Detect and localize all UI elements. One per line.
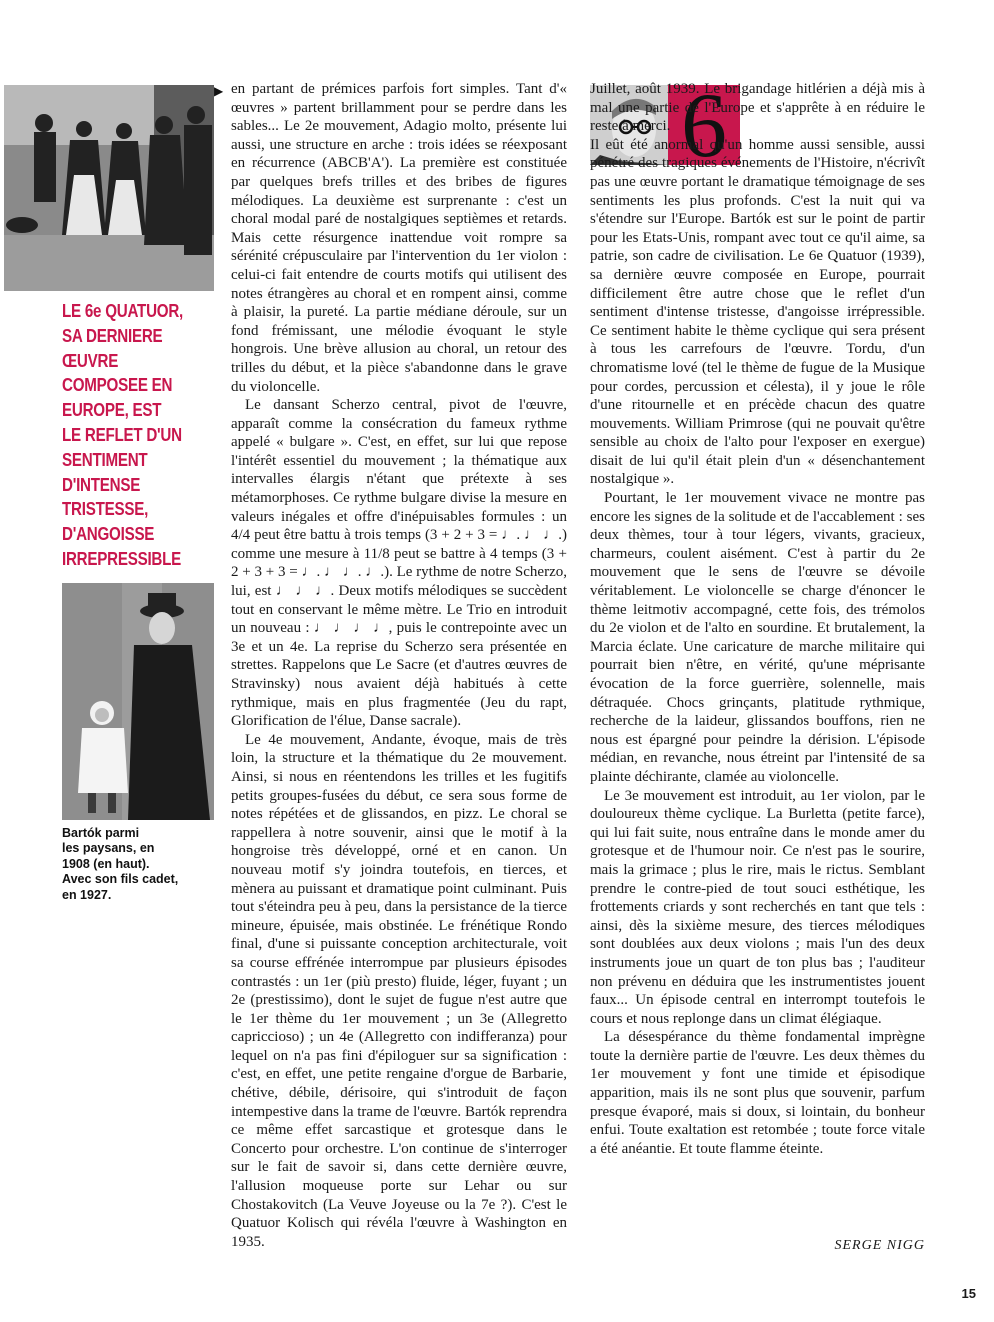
pull-quote-line: SA DERNIERE — [62, 324, 163, 346]
paragraph: Il eût été anormal qu'un homme aussi sensible, aussi pénétré des tragiques événements de l'Histoire, n'écrivît pas une œuvre portant le dramatique témoignage de ses sentiments les plus profonds. C'est la nuit qui va s'étendre sur l'Europe. Bartók est sur le point de partir pour les Etats-Unis, rompant avec tout ce qu'il aime, sa patrie, son cadre de civilisation. Le 6e Quatuor (1939), sa dernière œuvre composée en Europe, pourrait difficilement être autre chose que le reflet d'un sentiment d'intense tristesse, d'angoisse irrépressible. Ce sentiment habite le thème cyclique qui sera présent à tous les carrefours de l'œuvre. Tordu, d'un chromatisme lové (tel le thème de fugue de la Musique pour cordes, percussion et célesta), il y joue le rôle d'une ritournelle et en précède chacun des quatre mouvements. William Primrose (qui ne pouvait qu'être sensible au choix de l'alto pour l'exposer en exergue) disait de lui qu'il était plein d'un « désenchantement nostalgique ». — [590, 136, 925, 488]
page-number: 15 — [961, 1286, 976, 1301]
continuation-arrow-icon: ▶ — [214, 84, 224, 98]
pull-quote-line: LE 6e QUATUOR, — [62, 300, 184, 321]
article-column-middle — [231, 80, 567, 1251]
author-signature: SERGE NIGG — [834, 1238, 925, 1253]
caption-line: Bartók parmi — [62, 826, 140, 840]
article-column-right — [590, 80, 925, 1158]
pull-quote-line: D'INTENSE — [62, 473, 141, 495]
photo-caption — [62, 826, 222, 903]
photo-bartok-with-peasants — [4, 85, 214, 291]
paragraph: Le 4e mouvement, Andante, évoque, mais de très loin, la structure et la thématique du 2e mouvement. Ainsi, si nous en réentendons les trilles et les fugitifs petits groupes-fusées du début, ce sera sous forme de notes répétées et de glissandos, en pizz. Le choral se rappellera à notre souvenir, ainsi que le motif à la hongroise très développé, orné et en canon. Un nouveau motif s'y joindra toutefois, en tierces, et mènera au puissant et dramatique point culminant. Puis tout s'éteindra peu à peu, dans la persistance de la tierce mineure, épuisée, mais obstinée. Le frénétique Rondo final, d'une si puissante conception architecturale, voit sa course effrénée interrompue par plusieurs épisodes contrastés : un 1er (più presto) fluide, léger, fuyant ; un 2e (prestissimo), dont le sujet de fugue n'est autre que le 1er thème du 1er mouvement ; un 3e (Allegretto capriccioso) ; un 4e (Allegretto con indifferanza) pour lequel on n'a pas fini d'épiloguer sur sa signification : c'est, en effet, une petite rengaine d'orgue de Barbarie, chétive, débile, dérisoire, qui s'introduit de façon intempestive dans la trame de l'œuvre. Bartók reprendra ce même effet sarcastique et grotesque dans le Concerto pour orchestre. L'on continue de s'interroger sur le fait de savoir si, dans cette dernière œuvre, l'allusion moqueuse porte sur Lehar ou sur Chostakovitch (La Veuve Joyeuse ou la 7e ?). C'est le Quatuor Kolisch qui révéla l'œuvre à Washington en 1935. — [231, 731, 567, 1250]
intro-paragraph: Juillet, août 1939. Le brigandage hitlérien a déjà mis à mal une partie de l'Europe et s'apprête à en réduire le reste à merci. — [590, 81, 925, 135]
paragraph: en partant de prémices parfois fort simples. Tant d'« œuvres » partent brillamment pour se perdre dans les sables... Le 2e mouvement, Adagio molto, présente lui aussi, une structure en arche : trois idées se réexposant en récurrence (ABCB'A'). La première est constituée par quelques brefs trilles et des bribes de figures mélodiques. La deuxième est surprenante : c'est un choral modal paré de nostalgiques septièmes et retards. Mais cette résurgence inattendue voit rompre sa sérénité crépusculaire par l'intervention du 1er violon : celui-ci fait entendre de courts motifs qui utilisent des notes étrangères au choral et en rompent ainsi, comme à plaisir, la pureté. La partie médiane déroule, sur un fond frémissant, une mélodie évoquant le style hongrois. Une brève allusion au choral, un retour des trilles du début, et la pièce s'abandonne dans le grave du violoncelle. — [231, 81, 567, 395]
pull-quote-line: ŒUVRE — [62, 349, 119, 371]
caption-line: les paysans, en — [62, 841, 155, 856]
pull-quote-line: TRISTESSE, — [62, 498, 149, 520]
caption-line: en 1927. — [62, 887, 112, 902]
photo-bartok-with-son — [62, 583, 214, 820]
pull-quote-line: SENTIMENT — [62, 448, 148, 470]
pull-quote-line: COMPOSEE EN — [62, 374, 173, 396]
pull-quote-line: EUROPE, EST — [62, 399, 162, 421]
pull-quote-line: LE REFLET D'UN — [62, 423, 182, 445]
pull-quote-line: IRREPRESSIBLE — [62, 547, 182, 569]
caption-line: 1908 (en haut). — [62, 856, 150, 871]
paragraph: Le dansant Scherzo central, pivot de l'œuvre, apparaît comme la consécration du fameux rythme appelé « bulgare ». C'est, en effet, sur lui que repose l'intérêt essentiel du mouvement ; la thématique aux intervalles élargis n'étant que prétexte à ses métamorphoses. Ce rythme bulgare divise la mesure en valeurs inégales et offre d'inépuisables formules : un 4/4 peut être battu à trois temps (3 + 2 + 3 = ♩. ♩ ♩.) comme une mesure à 11/8 peut se battre à 4 temps (3 + 2 + 3 + 3 = ♩. ♩ ♩. ♩.). Le rythme de notre Scherzo, lui, est ♩ ♩ ♩. Deux motifs mélodiques se succèdent tout en conservant le même mètre. Le Trio en introduit un nouveau : ♩ ♩ ♩ ♩, puis le contrepointe avec un 3e et un 4e. La reprise du Scherzo sera présentée en strettes. Rappelons que Le Sacre (et d'autres œuvres de Stravinsky) nous avaient déjà habitués à cette rythmique, mais en plus fragmentée (Jeu du rapt, Glorification de l'élue, Danse sacrale). — [231, 397, 567, 730]
paragraph: La désespérance du thème fondamental imprègne toute la dernière partie de l'œuvre. Les deux thèmes du 1er mouvement y font une timide et épisodique apparition, mais ils ne sont plus que souvenir, parfum presque évaporé, mais si doux, si lointain, du bonheur enfui. Toute exaltation est retombée ; toute force vitale a été anéantie. Et toute flamme éteinte. — [590, 1029, 925, 1157]
pull-quote-line: D'ANGOISSE — [62, 523, 155, 545]
paragraph: Le 3e mouvement est introduit, au 1er violon, par le douloureux thème cyclique. La Burletta (petite farce), qui lui fait suite, nous entraîne dans le monde amer du grotesque et de l'humour noir. Ce n'est pas le sourire, mais la grimace ; plus le rire, mais le rictus. Semblant prendre le contre-pied de tout souci esthétique, les frottements criards y sont recherchés en tant que tels : ainsi, dès la sixième mesure, des tierces mélodiques sont doublées aux deux violons ; mais l'un des deux instruments joue un quart de ton plus bas ; l'auditeur non prévenu en déduira que les instrumentistes jouent faux... Un épisode central en interrompt toutefois le cours et nous replonge dans un climat élégiaque. — [590, 787, 925, 1027]
big-numeral: 6 — [668, 85, 740, 165]
caption-line: Avec son fils cadet, — [62, 872, 179, 887]
pull-quote — [62, 299, 185, 572]
paragraph: Pourtant, le 1er mouvement vivace ne montre pas encore les signes de la solitude et de l'accablement : ses deux thèmes, tour à tour légers, vivants, gracieux, charmeurs, coulent aisément. C'est à partir du 2e mouvement que le sens de l'œuvre se dévoile véritablement. Le violoncelle se charge d'énoncer le thème leitmotiv accompagné, cette fois, des trémolos du 2e violon et de l'alto en sourdine. Et brutalement, la Marcia éclate. Une caricature de marche militaire qui pourrait bien n'être, en vérité, qu'une méprisante évocation de la force guerrière, solennelle, mais détraquée. Chocs grinçants, platitude rythmique, recherche de la laideur, glissandos bouffons, rien ne nous est épargné pour peindre la dérision. L'épisode médian, en revanche, nous étreint par l'intensité de sa plainte déchirante, clamée au violoncelle. — [590, 490, 925, 785]
